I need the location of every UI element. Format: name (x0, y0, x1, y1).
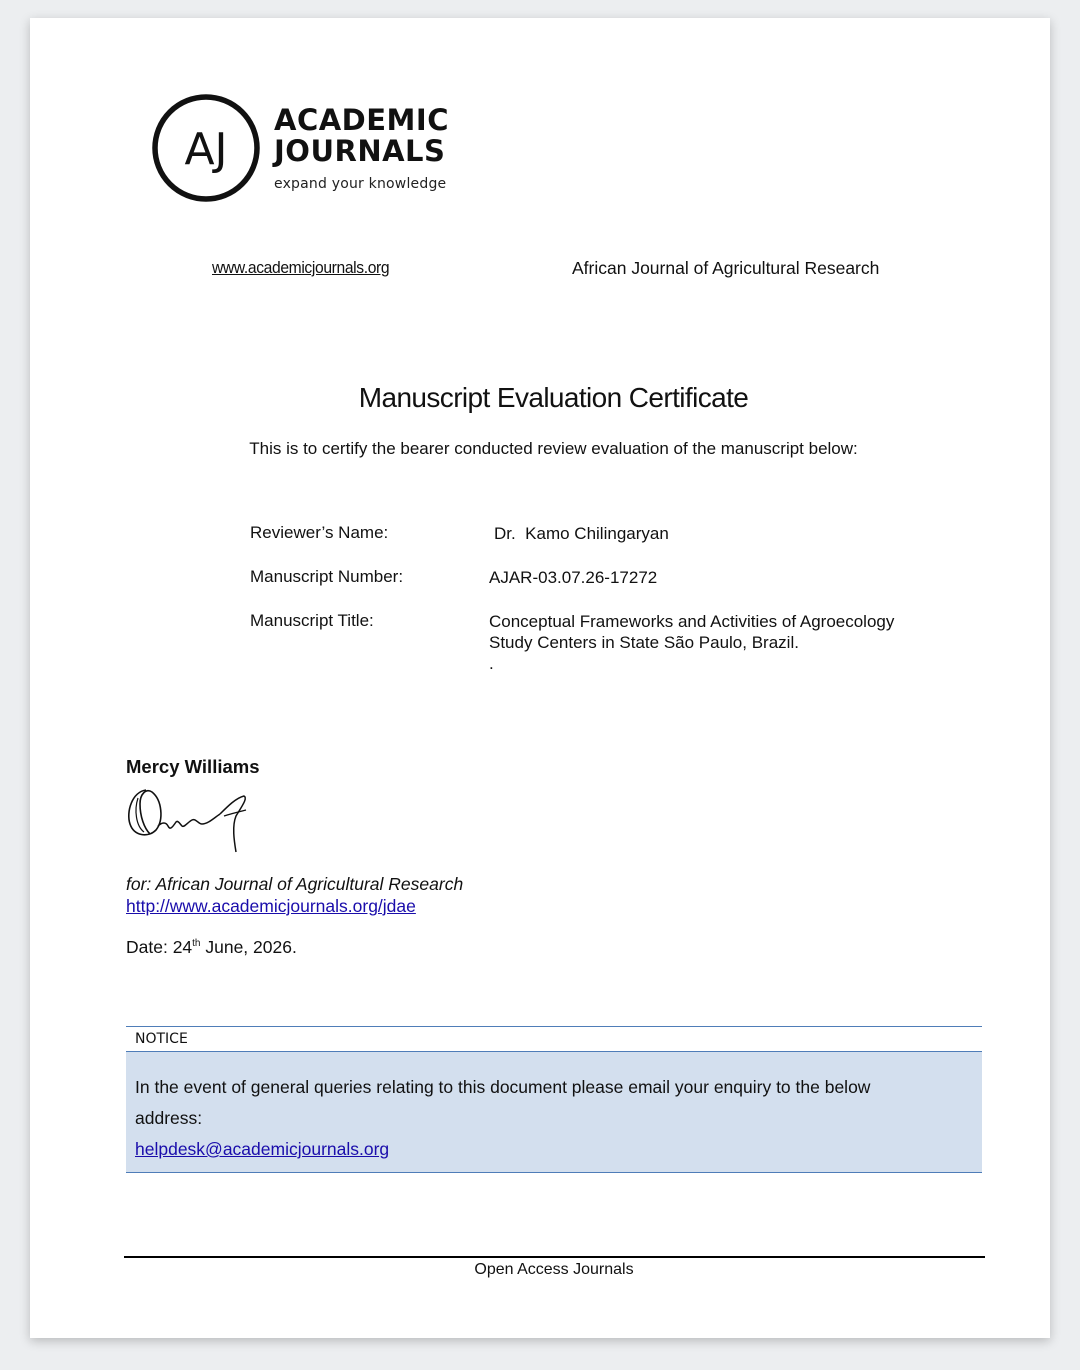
notice-text: In the event of general queries relating to this document please email your enquiry to the below (135, 1077, 871, 1097)
notice-text: address: (135, 1108, 203, 1128)
signer-name: Mercy Williams (126, 756, 260, 777)
journal-url-link[interactable]: http://www.academicjournals.org/jdae (126, 896, 416, 916)
reviewer-name-label: Reviewer’s Name: (250, 523, 389, 542)
manuscript-title-value (489, 611, 894, 674)
journal-name: African Journal of Agricultural Research (572, 258, 880, 278)
date-ordinal: th (192, 938, 201, 949)
certificate-date (126, 937, 297, 958)
logo-word-journals: JOURNALS (274, 134, 446, 168)
date-prefix: Date: 24 (126, 937, 193, 957)
manuscript-title-line: Study Centers in State São Paulo, Brazil. (489, 633, 799, 652)
svg-text:AJ: AJ (184, 124, 228, 175)
manuscript-number-label: Manuscript Number: (250, 567, 404, 586)
date-suffix: June, 2026. (200, 937, 297, 957)
footer-divider (124, 1256, 985, 1258)
academic-journals-logo (150, 90, 470, 210)
reviewer-name-value: Dr. Kamo Chilingaryan (494, 524, 669, 543)
manuscript-title-line: . (489, 654, 494, 673)
helpdesk-email-link[interactable]: helpdesk@academicjournals.org (135, 1139, 390, 1159)
notice-box (126, 1051, 982, 1173)
certificate-title: Manuscript Evaluation Certificate (358, 382, 749, 413)
handwritten-signature (124, 776, 254, 856)
logo-tagline: expand your knowledge (274, 176, 447, 192)
certificate-page (30, 18, 1050, 1338)
aj-logo-icon (150, 92, 262, 204)
manuscript-number-value: AJAR-03.07.26-17272 (489, 568, 658, 587)
manuscript-title-line: Conceptual Frameworks and Activities of Agroecology (489, 612, 895, 631)
notice-heading: NOTICE (126, 1026, 982, 1050)
footer-text: Open Access Journals (474, 1261, 634, 1278)
website-link[interactable]: www.academicjournals.org (212, 258, 390, 277)
certificate-intro: This is to certify the bearer conducted review evaluation of the manuscript below: (249, 439, 858, 458)
manuscript-title-label: Manuscript Title: (250, 611, 374, 630)
logo-word-academic: ACADEMIC (274, 103, 449, 137)
for-journal-line: for: African Journal of Agricultural Research (126, 874, 464, 894)
